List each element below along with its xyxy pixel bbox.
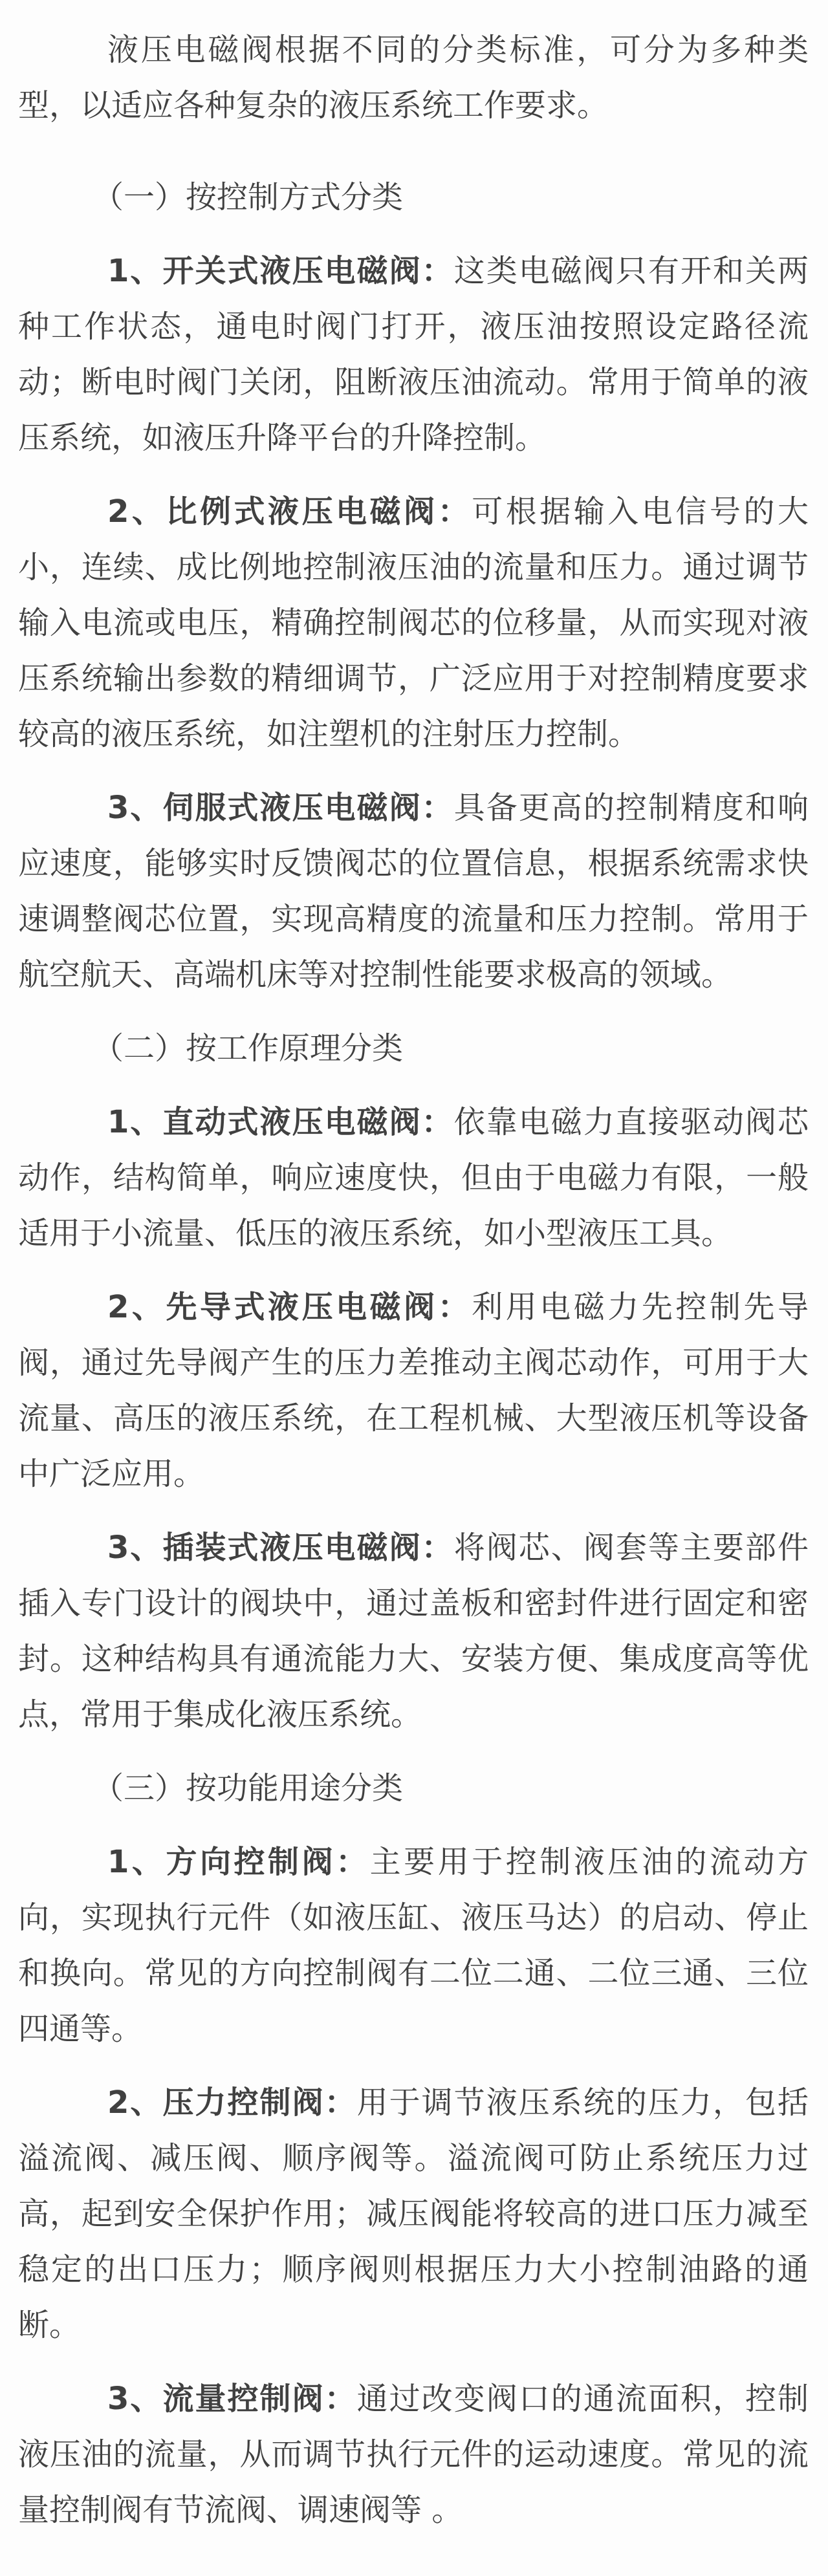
item-body: 利用电磁力先控制先导阀，通过先导阀产生的压力差推动主阀芯动作，可用于大流量、高压的液压系统，在工程机械、大型液压机等设备中广泛应用。 [18,1289,809,1492]
item-body: 用于调节液压系统的压力，包括溢流阀、减压阀、顺序阀等。溢流阀可防止系统压力过高，起到安全保护作用；减压阀能将较高的进口压力减至稳定的出口压力；顺序阀则根据压力大小控制油路的通断。 [18,2084,809,2343]
item-title: 1、方向控制阀： [107,1844,370,1880]
item-body: 这类电磁阀只有开和关两种工作状态，通电时阀门打开，液压油按照设定路径流动；断电时阀门关闭，阻断液压油流动。常用于简单的液压系统，如液压升降平台的升降控制。 [18,253,809,456]
item-paragraph-pilot-operated-valve [18,1279,809,1502]
section-heading-control-mode: （一）按控制方式分类 [93,179,404,215]
item-body: 将阀芯、阀套等主要部件插入专门设计的阀块中，通过盖板和密封件进行固定和密封。这种结构具有通流能力大、安装方便、集成度高等优点，常用于集成化液压系统。 [18,1530,809,1733]
item-body: 依靠电磁力直接驱动阀芯动作，结构简单，响应速度快，但由于电磁力有限，一般适用于小流量、低压的液压系统，如小型液压工具。 [18,1104,809,1251]
item-title: 2、先导式液压电磁阀： [107,1289,472,1325]
item-title: 1、开关式液压电磁阀： [107,253,454,289]
item-paragraph-servo-valve [18,780,809,1002]
section-heading-function-use: （三）按功能用途分类 [93,1770,404,1806]
item-paragraph-cartridge-valve [18,1520,809,1742]
item-paragraph-direct-acting-valve [18,1094,809,1261]
item-body: 可根据输入电信号的大小，连续、成比例地控制液压油的流量和压力。通过调节输入电流或电压，精确控制阀芯的位移量，从而实现对液压系统输出参数的精细调节，广泛应用于对控制精度要求较高的液压系统，如注塑机的注射压力控制。 [18,493,809,752]
item-paragraph-flow-valve [18,2371,809,2538]
item-paragraph-directional-valve [18,1834,809,2057]
item-title: 3、伺服式液压电磁阀： [107,790,454,826]
item-body: 通过改变阀口的通流面积，控制液压油的流量，从而调节执行元件的运动速度。常见的流量控制阀有节流阀、调速阀等 。 [18,2381,809,2528]
intro-paragraph: 液压电磁阀根据不同的分类标准，可分为多种类型，以适应各种复杂的液压系统工作要求。 [18,32,809,124]
section-heading-working-principle: （二）按工作原理分类 [93,1030,404,1066]
item-body: 主要用于控制液压油的流动方向，实现执行元件（如液压缸、液压马达）的启动、停止和换向。常见的方向控制阀有二位二通、二位三通、三位四通等。 [18,1844,809,2047]
item-title: 2、压力控制阀： [107,2084,357,2121]
item-paragraph-proportional-valve [18,484,809,762]
item-paragraph-switch-valve [18,243,809,466]
item-title: 3、插装式液压电磁阀： [107,1530,454,1566]
item-title: 3、流量控制阀： [107,2381,357,2417]
item-paragraph-pressure-valve [18,2075,809,2353]
item-title: 2、比例式液压电磁阀： [107,493,472,530]
item-body: 具备更高的控制精度和响应速度，能够实时反馈阀芯的位置信息，根据系统需求快速调整阀芯位置，实现高精度的流量和压力控制。常用于航空航天、高端机床等对控制性能要求极高的领域。 [18,790,809,993]
item-title: 1、直动式液压电磁阀： [107,1104,454,1140]
